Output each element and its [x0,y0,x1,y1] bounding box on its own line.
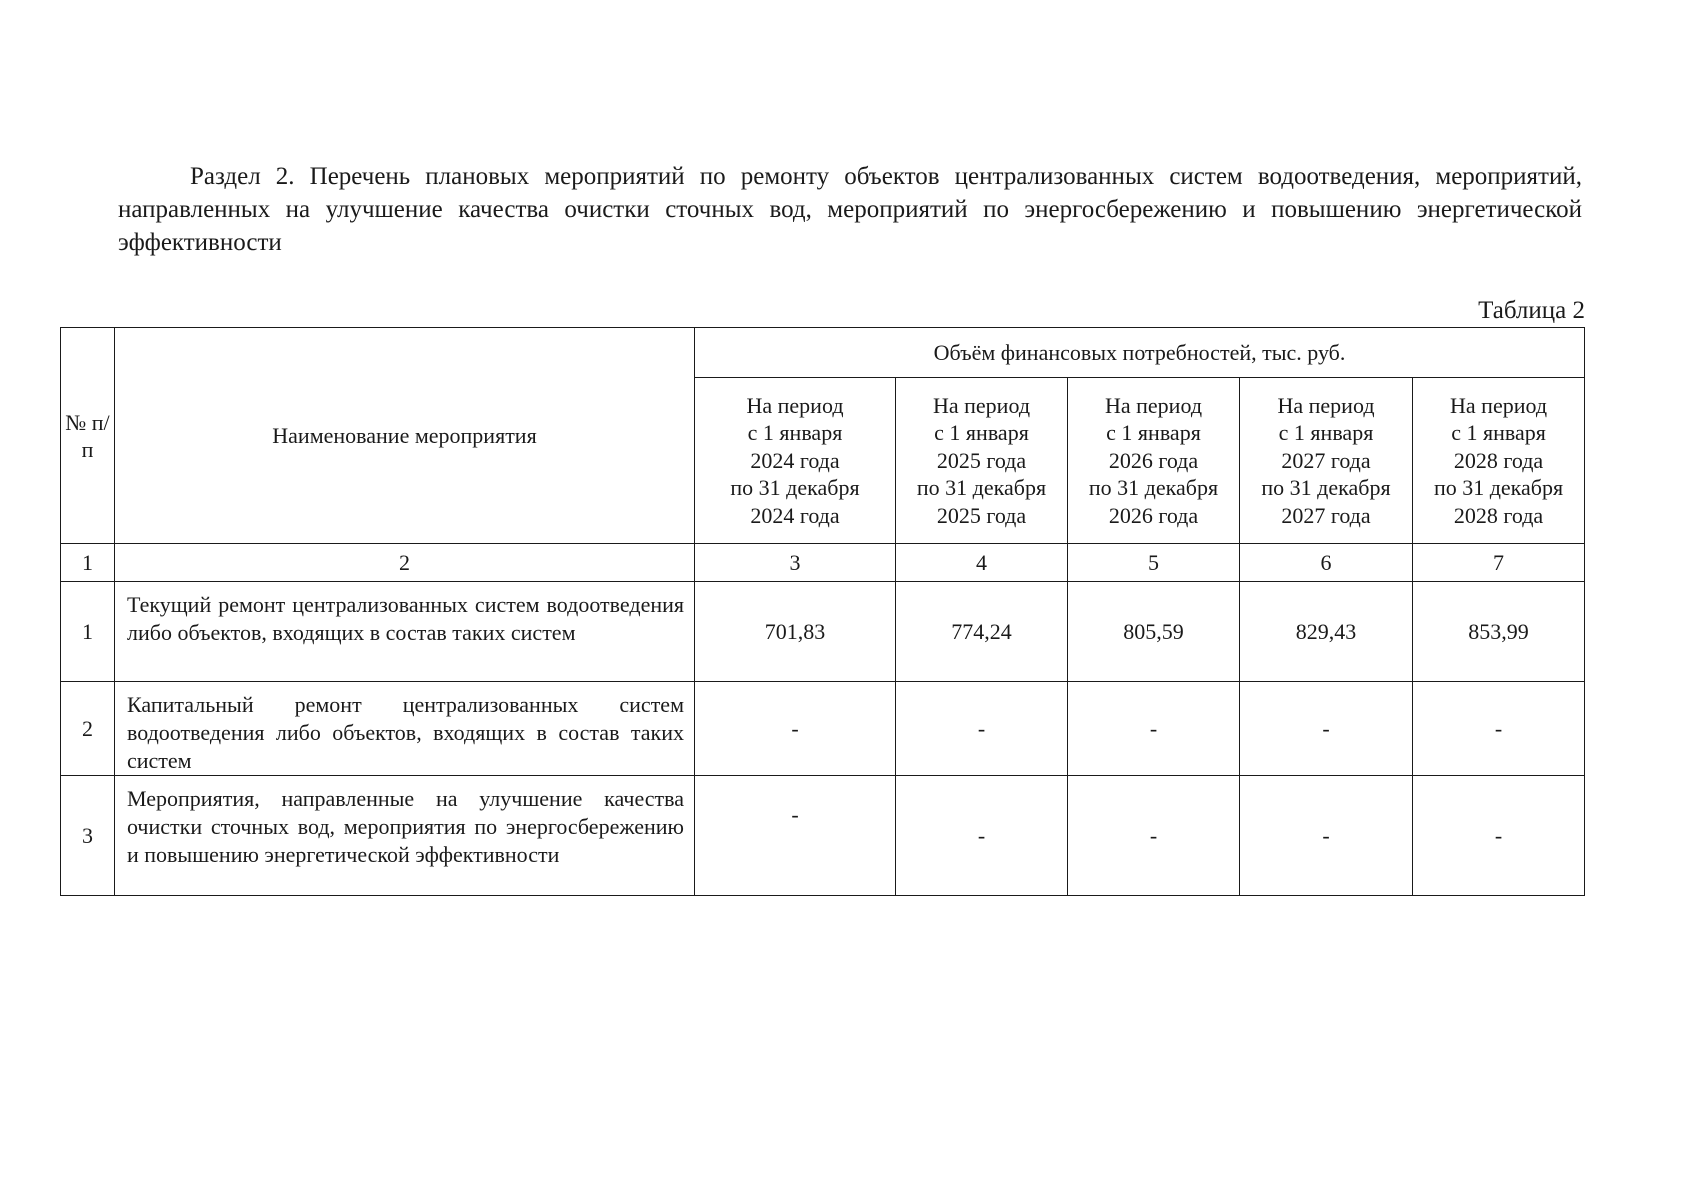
period-line: 2025 года [936,502,1027,528]
period-header [695,378,896,544]
table-header-row [61,328,1585,378]
period-line: На период [1277,392,1375,418]
col-name-header: Наименование мероприятия [115,328,695,544]
section-heading: Раздел 2. Перечень плановых мероприятий по ремонту объектов централизованных систем водоотведения, мероприятий, направленных на улучшение качества очистки сточных вод, мероприятий по энергосбережению и повышению энергетической эффективности [118,163,1582,256]
period-line: с 1 января [747,420,843,446]
table-row [61,582,1585,682]
row-value: 853,99 [1413,582,1585,682]
row-value: 701,83 [695,582,896,682]
column-number: 1 [61,544,115,582]
row-name: Мероприятия, направленные на улучшение качества очистки сточных вод, мероприятия по энергосбережению и повышению энергетической эффективности [115,776,695,896]
period-line: по 31 декабря [1088,475,1219,501]
row-value: 774,24 [896,582,1068,682]
period-line: по 31 декабря [1433,475,1564,501]
period-line: с 1 января [1106,420,1201,446]
row-value: 805,59 [1068,582,1240,682]
period-line: 2027 года [1281,502,1371,528]
column-number: 6 [1240,544,1413,582]
row-value: 829,43 [1240,582,1413,682]
row-value: - [1068,776,1240,896]
period-line: с 1 января [934,420,1029,446]
period-line: с 1 января [1278,420,1374,446]
period-header [1240,378,1413,544]
row-value: - [1068,682,1240,776]
period-line: 2028 года [1453,447,1544,473]
row-value: - [695,776,896,896]
financial-header: Объём финансовых потребностей, тыс. руб. [695,328,1585,378]
column-number-row [61,544,1585,582]
row-value: - [1240,776,1413,896]
col-number-header: № п/п [61,328,115,544]
row-number: 1 [61,582,115,682]
period-line: 2027 года [1281,447,1371,473]
row-number: 2 [61,682,115,776]
row-name: Текущий ремонт централизованных систем водоотведения либо объектов, входящих в состав таких систем [115,582,695,682]
column-number: 3 [695,544,896,582]
period-line: по 31 декабря [916,475,1047,501]
period-header [896,378,1068,544]
row-value: - [695,682,896,776]
table-row [61,682,1585,776]
row-value: - [1413,776,1585,896]
period-line: На период [746,392,844,418]
period-line: 2028 года [1453,502,1544,528]
period-line: по 31 декабря [1261,475,1391,501]
period-header [1068,378,1240,544]
table-row [61,776,1585,896]
column-number: 7 [1413,544,1585,582]
period-line: по 31 декабря [730,475,860,501]
row-value: - [896,682,1068,776]
column-number: 4 [896,544,1068,582]
column-number: 5 [1068,544,1240,582]
period-line: На период [1450,392,1548,418]
row-value: - [1240,682,1413,776]
row-value: - [1413,682,1585,776]
period-line: с 1 января [1451,420,1546,446]
period-header [1413,378,1585,544]
row-name: Капитальный ремонт централизованных систем водоотведения либо объектов, входящих в состав таких систем [115,682,695,776]
period-line: 2026 года [1108,502,1199,528]
column-number: 2 [115,544,695,582]
row-number: 3 [61,776,115,896]
period-line: На период [932,392,1031,418]
financial-needs-table [60,327,1585,896]
table-caption: Таблица 2 [1478,297,1585,324]
period-line: 2024 года [750,447,840,473]
period-line: 2025 года [936,447,1027,473]
period-line: 2024 года [750,502,840,528]
period-line: На период [1104,392,1203,418]
period-line: 2026 года [1108,447,1199,473]
row-value: - [896,776,1068,896]
